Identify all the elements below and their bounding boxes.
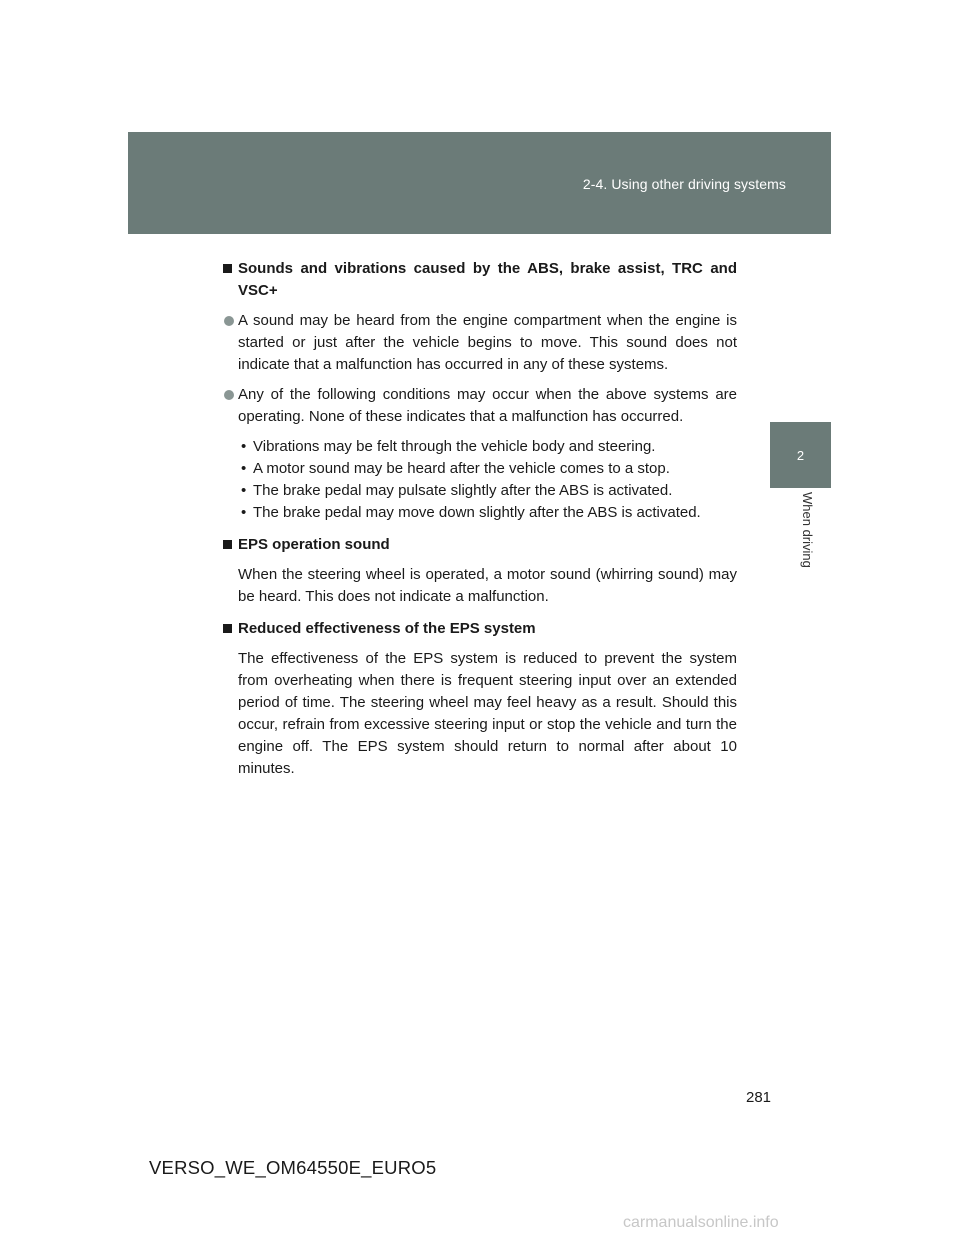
- page-number: 281: [746, 1089, 772, 1106]
- circle-bullet-icon: [224, 390, 234, 400]
- dot-bullet-icon: •: [241, 460, 247, 477]
- sub-list-item-text: The brake pedal may move down slightly after the ABS is activated.: [253, 504, 701, 521]
- list-item-text: Any of the following conditions may occur when the above systems are operating. None of these indicates that a malfunction has occurred.: [238, 386, 737, 425]
- sub-list-item: [238, 502, 737, 524]
- square-bullet-icon: [223, 264, 232, 273]
- section-eps-effectiveness: [221, 618, 737, 780]
- section-heading: [221, 258, 737, 302]
- chapter-label: When driving: [800, 492, 815, 568]
- sub-list-item: [238, 458, 737, 480]
- chapter-tab: [770, 422, 831, 488]
- square-bullet-icon: [223, 624, 232, 633]
- section-heading-text: Reduced effectiveness of the EPS system: [238, 620, 536, 637]
- section-heading: [221, 618, 737, 640]
- list-item: [221, 310, 737, 376]
- chapter-number: 2: [796, 448, 805, 463]
- section-body: When the steering wheel is operated, a motor sound (whirring sound) may be heard. This does not indicate a malfunction.: [238, 566, 737, 605]
- header-band: [128, 132, 831, 234]
- circle-bullet-icon: [224, 316, 234, 326]
- dot-bullet-icon: •: [241, 438, 247, 455]
- section-eps-sound: [221, 534, 737, 608]
- sub-list-item-text: A motor sound may be heard after the vehicle comes to a stop.: [253, 460, 670, 477]
- page-content: [221, 258, 737, 790]
- section-heading-text: Sounds and vibrations caused by the ABS, brake assist, TRC and VSC+: [238, 260, 737, 299]
- sub-list-item-text: Vibrations may be felt through the vehicle body and steering.: [253, 438, 656, 455]
- list-item: [221, 384, 737, 428]
- section-heading: [221, 534, 737, 556]
- section-heading-text: EPS operation sound: [238, 536, 390, 553]
- section-title: 2-4. Using other driving systems: [582, 176, 786, 192]
- sub-list: [221, 436, 737, 524]
- sub-list-item-text: The brake pedal may pulsate slightly after the ABS is activated.: [253, 482, 673, 499]
- watermark: carmanualsonline.info: [623, 1214, 779, 1231]
- sub-list-item: [238, 480, 737, 502]
- dot-bullet-icon: •: [241, 482, 247, 499]
- dot-bullet-icon: •: [241, 504, 247, 521]
- document-code: VERSO_WE_OM64550E_EURO5: [149, 1157, 437, 1178]
- square-bullet-icon: [223, 540, 232, 549]
- list-item-text: A sound may be heard from the engine compartment when the engine is started or just after the vehicle begins to move. This sound does not indicate that a malfunction has occurred in any of these systems.: [238, 312, 737, 373]
- sub-list-item: [238, 436, 737, 458]
- section-abs-sounds: [221, 258, 737, 524]
- section-body: The effectiveness of the EPS system is reduced to prevent the system from overheating when there is frequent steering input over an extended period of time. The steering wheel may feel heavy as a result. Should this occur, refrain from excessive steering input or stop the vehicle and turn the engine off. The EPS system should return to normal after about 10 minutes.: [238, 650, 737, 777]
